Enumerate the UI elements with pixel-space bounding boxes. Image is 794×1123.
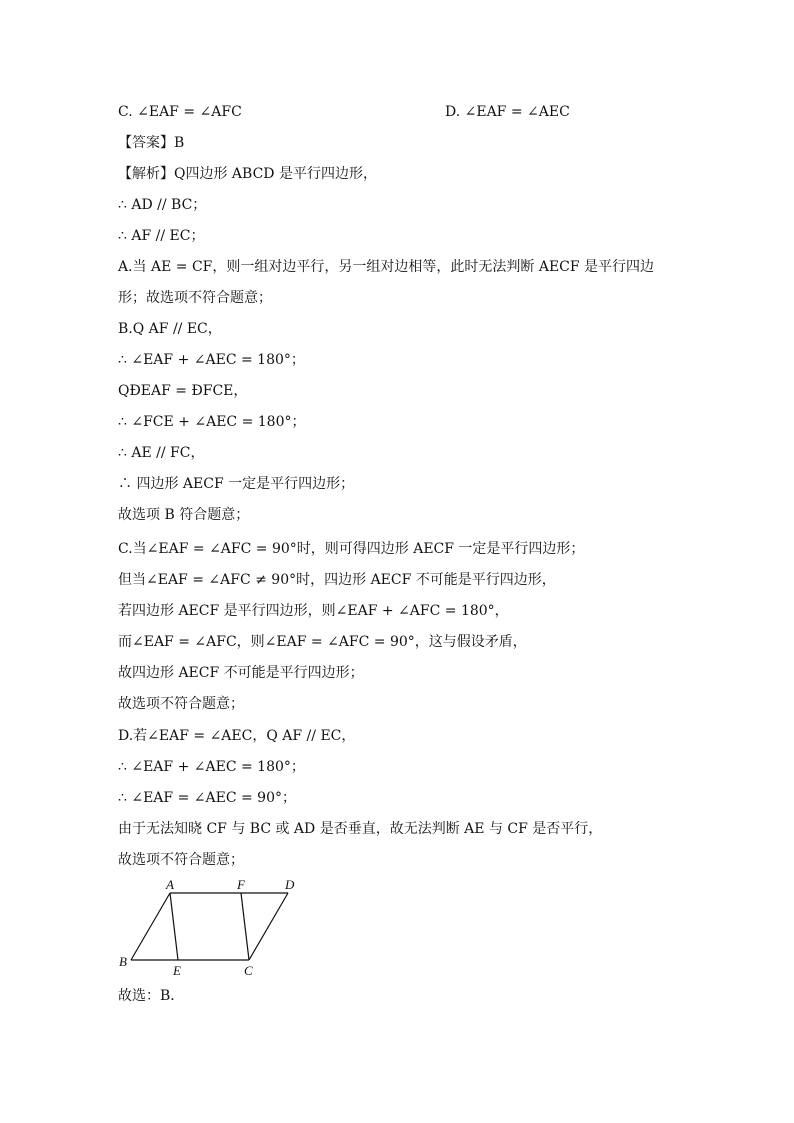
solution-line: QÐEAF = ÐFCE， bbox=[118, 383, 248, 399]
solution-line: ∴ AF // EC； bbox=[118, 228, 205, 244]
solution-line: 由于无法知晓 CF 与 BC 或 AD 是否垂直，故无法判断 AE 与 CF 是否平行， bbox=[118, 821, 603, 837]
label-c: C bbox=[244, 963, 253, 978]
solution-line: ∴ AE // FC， bbox=[118, 445, 205, 461]
solution-line: 而∠EAF = ∠AFC，则∠EAF = ∠AFC = 90°，这与假设矛盾， bbox=[118, 634, 527, 650]
parallelogram-diagram bbox=[112, 872, 312, 982]
solution-line: 故选项 B 符合题意； bbox=[118, 507, 250, 523]
solution-line: 故四边形 AECF 不可能是平行四边形； bbox=[118, 665, 364, 681]
solution-line: B.Q AF // EC， bbox=[118, 321, 222, 337]
option-d: D. ∠EAF = ∠AEC bbox=[445, 104, 570, 120]
option-c: C. ∠EAF = ∠AFC bbox=[118, 104, 242, 120]
analysis-line: 【解析】Q四边形 ABCD 是平行四边形， bbox=[118, 166, 377, 182]
solution-line: 故选项不符合题意； bbox=[118, 696, 244, 712]
label-d: D bbox=[285, 877, 295, 892]
segment-fc bbox=[241, 893, 249, 960]
parallelogram-figure bbox=[112, 872, 312, 982]
solution-line: 若四边形 AECF 是平行四边形，则∠EAF + ∠AFC = 180°， bbox=[118, 603, 509, 619]
solution-line: ∴ ∠EAF + ∠AEC = 180°； bbox=[118, 352, 305, 368]
solution-line: ∴ AD // BC； bbox=[118, 197, 207, 213]
label-f: F bbox=[237, 877, 245, 892]
final-answer: 故选：B． bbox=[118, 988, 185, 1004]
segment-ab bbox=[131, 893, 170, 960]
solution-line: A.当 AE = CF，则一组对边平行，另一组对边相等，此时无法判断 AECF 是平行四边 bbox=[118, 259, 655, 275]
label-a: A bbox=[166, 877, 174, 892]
solution-line: D.若∠EAF = ∠AEC，Q AF // EC， bbox=[118, 728, 356, 744]
solution-line: ∴ 四边形 AECF 一定是平行四边形； bbox=[118, 476, 355, 492]
solution-line: C.当∠EAF = ∠AFC = 90°时，则可得四边形 AECF 一定是平行四边形； bbox=[118, 541, 585, 557]
solution-line: 形；故选项不符合题意； bbox=[118, 290, 272, 306]
label-b: B bbox=[119, 954, 127, 969]
segment-dc bbox=[249, 893, 288, 960]
solution-line: ∴ ∠FCE + ∠AEC = 180°； bbox=[118, 414, 306, 430]
segment-ae bbox=[170, 893, 178, 960]
solution-line: ∴ ∠EAF = ∠AEC = 90°； bbox=[118, 790, 296, 806]
answer-line: 【答案】B bbox=[118, 135, 185, 151]
solution-line: ∴ ∠EAF + ∠AEC = 180°； bbox=[118, 759, 305, 775]
solution-line: 故选项不符合题意； bbox=[118, 852, 244, 868]
label-e: E bbox=[173, 963, 181, 978]
solution-line: 但当∠EAF = ∠AFC ≠ 90°时，四边形 AECF 不可能是平行四边形， bbox=[118, 572, 556, 588]
